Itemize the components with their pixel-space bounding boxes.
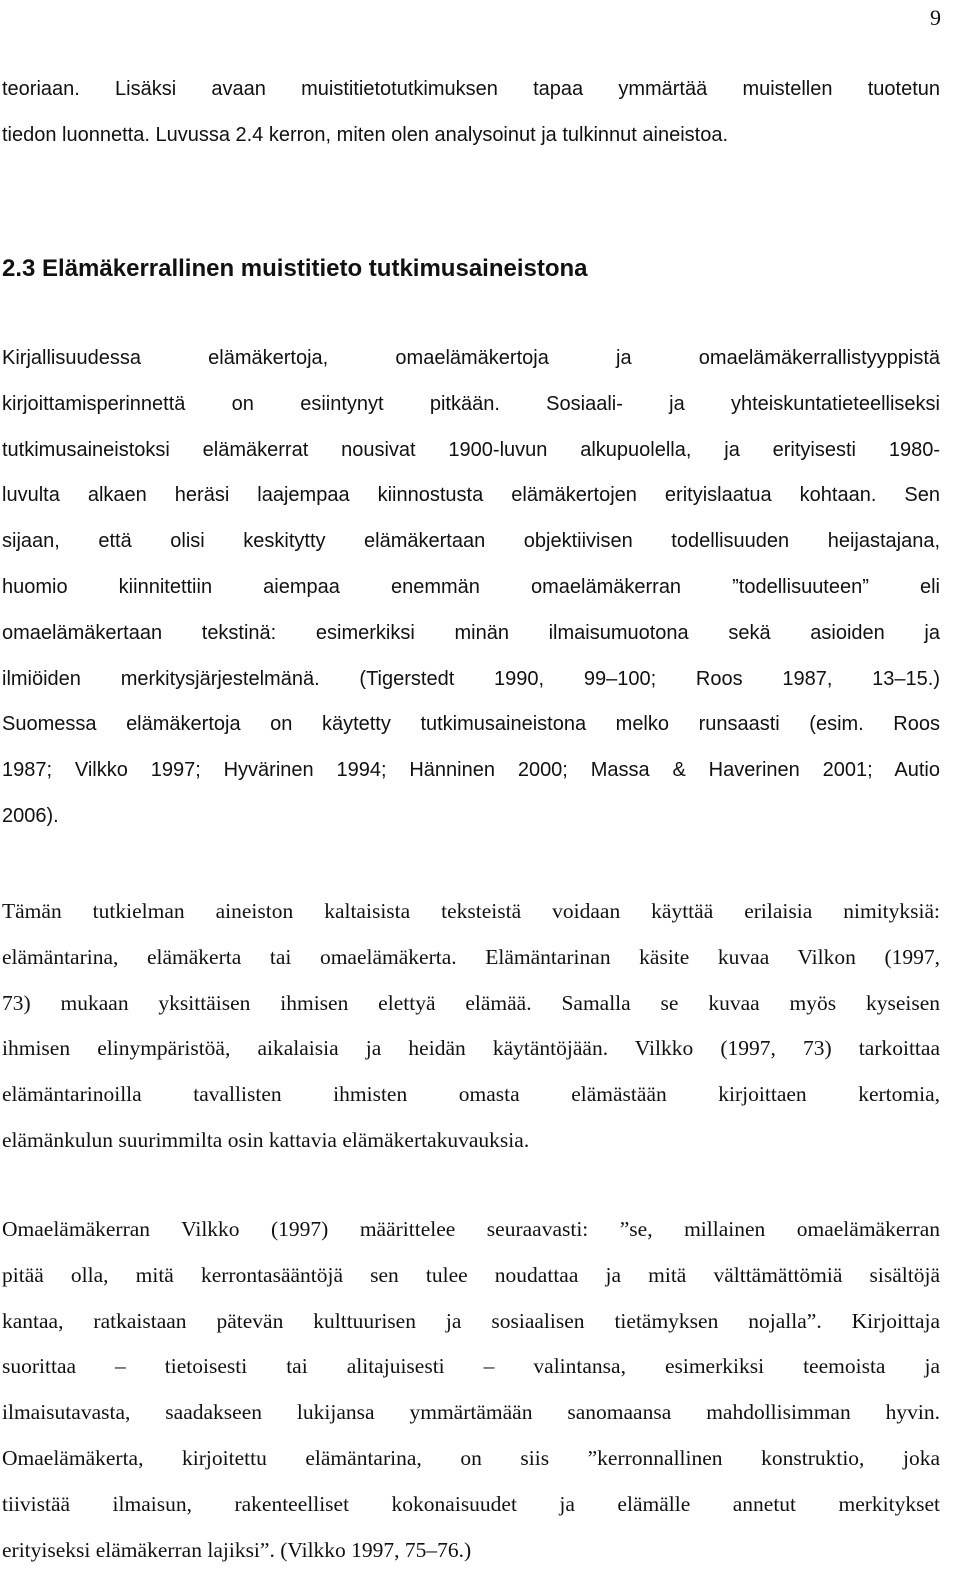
text-line: huomio kiinnitettiin aiempaa enemmän omaelämäkerran ”todellisuuteen” eli [2,575,940,598]
text-line: 1987; Vilkko 1997; Hyvärinen 1994; Hänninen 2000; Massa & Haverinen 2001; Autio [2,759,940,782]
paragraph-intro [2,67,940,159]
text-line: 73) mukaan yksittäisen ihmisen elettyä elämää. Samalla se kuvaa myös kyseisen [2,990,940,1015]
paragraph-terms [2,889,940,1164]
text-line: elämäntarina, elämäkerta tai omaelämäkerta. Elämäntarinan käsite kuvaa Vilkon (1997, [2,944,940,969]
page-number: 9 [930,5,941,30]
text-line: tiivistää ilmaisun, rakenteelliset kokonaisuudet ja elämälle annetut merkitykset [2,1491,940,1516]
text-line: tiedon luonnetta. Luvussa 2.4 kerron, miten olen analysoinut ja tulkinnut aineistoa. [2,123,729,146]
text-line: ihmisen elinympäristöä, aikalaisia ja heidän käytäntöjään. Vilkko (1997, 73) tarkoittaa [2,1036,940,1061]
text-line: teoriaan. Lisäksi avaan muistitietotutkimuksen tapaa ymmärtää muistellen tuotetun [2,78,940,100]
text-line: luvulta alkaen heräsi laajempaa kiinnostusta elämäkertojen erityislaatua kohtaan. Sen [2,484,940,507]
text-line: erityiseksi elämäkerran lajiksi”. (Vilkko 1997, 75–76.) [2,1537,472,1562]
text-line: Tämän tutkielman aineiston kaltaisista teksteistä voidaan käyttää erilaisia nimityksiä: [2,899,940,923]
text-line: ilmaisutavasta, saadakseen lukijansa ymmärtämään sanomaansa mahdollisimman hyvin. [2,1400,940,1425]
text-line: elämänkulun suurimmilta osin kattavia elämäkertakuvauksia. [2,1127,530,1152]
text-line: Suomessa elämäkertoja on käytetty tutkimusaineistona melko runsaasti (esim. Roos [2,713,940,736]
text-line: suorittaa – tietoisesti tai alitajuisesti – valintansa, esimerkiksi teemoista ja [2,1354,940,1379]
text-line: sijaan, että olisi keskitytty elämäkertaan objektiivisen todellisuuden heijastajana, [2,530,940,553]
text-line: Omaelämäkerta, kirjoitettu elämäntarina, on siis ”kerronnallinen konstruktio, joka [2,1445,940,1470]
text-line: 2006). [2,804,59,827]
text-line: elämäntarinoilla tavallisten ihmisten omasta elämästään kirjoittaen kertomia, [2,1082,940,1107]
paragraph-definition [2,1207,940,1573]
text-line: omaelämäkertaan tekstinä: esimerkiksi minän ilmaisumuotona sekä asioiden ja [2,621,940,644]
text-line: kantaa, ratkaistaan pätevän kulttuurisen ja sosiaalisen tietämyksen nojalla”. Kirjoittaja [2,1308,940,1333]
text-line: tutkimusaineistoksi elämäkerrat nousivat 1900-luvun alkupuolella, ja erityisesti 1980- [2,438,940,461]
paragraph-literature [2,336,940,840]
text-line: Omaelämäkerran Vilkko (1997) määrittelee seuraavasti: ”se, millainen omaelämäkerran [2,1217,940,1241]
section-heading: 2.3 Elämäkerrallinen muistitieto tutkimusaineistona [2,255,588,282]
text-line: Kirjallisuudessa elämäkertoja, omaelämäkertoja ja omaelämäkerrallistyyppistä [2,347,940,369]
text-line: pitää olla, mitä kerrontasääntöjä sen tulee noudattaa ja mitä välttämättömiä sisältöjä [2,1262,940,1287]
text-line: ilmiöiden merkitysjärjestelmänä. (Tigerstedt 1990, 99–100; Roos 1987, 13–15.) [2,667,940,690]
text-line: kirjoittamisperinnettä on esiintynyt pitkään. Sosiaali- ja yhteiskuntatieteelliseksi [2,392,940,415]
